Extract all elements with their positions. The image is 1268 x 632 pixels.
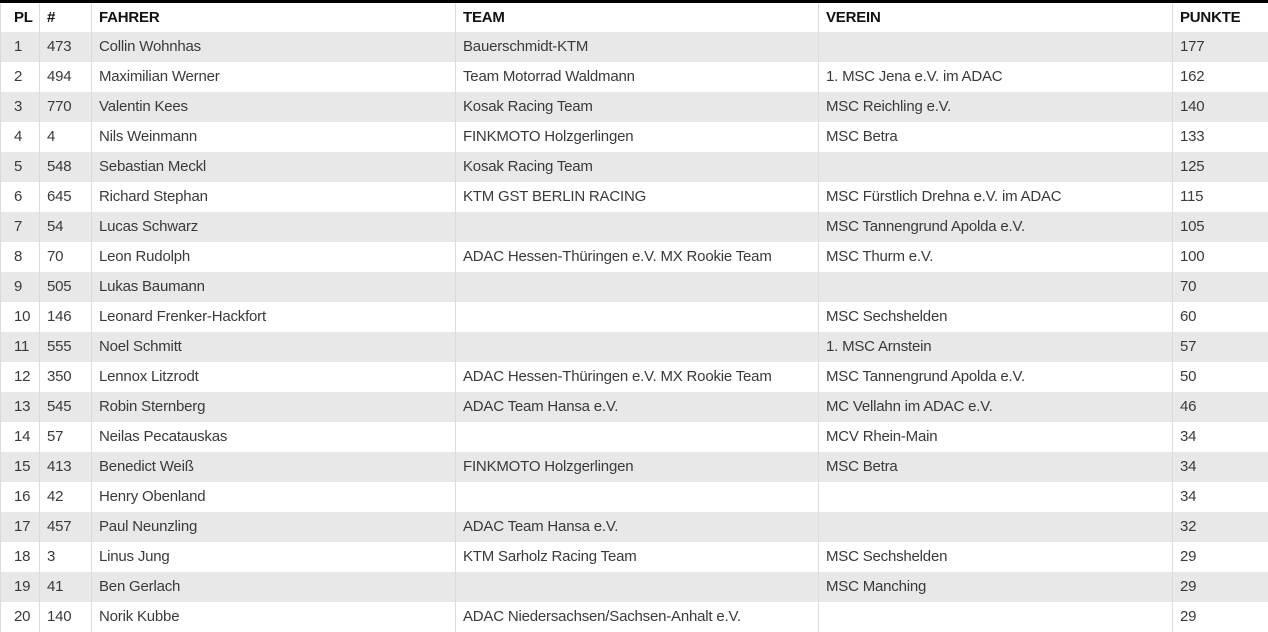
cell-team xyxy=(456,422,819,452)
cell-team: Kosak Racing Team xyxy=(456,152,819,182)
cell-verein: MSC Sechshelden xyxy=(819,542,1173,572)
cell-verein: MSC Thurm e.V. xyxy=(819,242,1173,272)
table-row xyxy=(1,572,1268,602)
cell-fahrer: Valentin Kees xyxy=(92,92,456,122)
cell-verein: 1. MSC Jena e.V. im ADAC xyxy=(819,62,1173,92)
table-row xyxy=(1,452,1268,482)
table-row xyxy=(1,392,1268,422)
cell-start-number: 473 xyxy=(40,32,92,62)
cell-fahrer: Ben Gerlach xyxy=(92,572,456,602)
cell-place: 3 xyxy=(1,92,40,122)
cell-verein: MSC Tannengrund Apolda e.V. xyxy=(819,362,1173,392)
cell-punkte: 57 xyxy=(1173,332,1268,362)
table-row xyxy=(1,32,1268,62)
cell-fahrer: Collin Wohnhas xyxy=(92,32,456,62)
cell-punkte: 70 xyxy=(1173,272,1268,302)
cell-start-number: 140 xyxy=(40,602,92,632)
cell-punkte: 140 xyxy=(1173,92,1268,122)
cell-fahrer: Lukas Baumann xyxy=(92,272,456,302)
cell-start-number: 548 xyxy=(40,152,92,182)
table-header xyxy=(1,2,1268,33)
cell-fahrer: Richard Stephan xyxy=(92,182,456,212)
cell-verein: MC Vellahn im ADAC e.V. xyxy=(819,392,1173,422)
cell-verein: MSC Tannengrund Apolda e.V. xyxy=(819,212,1173,242)
cell-start-number: 350 xyxy=(40,362,92,392)
cell-team: Team Motorrad Waldmann xyxy=(456,62,819,92)
column-header-punkte: PUNKTE xyxy=(1173,2,1268,33)
cell-team xyxy=(456,272,819,302)
cell-punkte: 60 xyxy=(1173,302,1268,332)
cell-start-number: 41 xyxy=(40,572,92,602)
cell-start-number: 545 xyxy=(40,392,92,422)
cell-place: 17 xyxy=(1,512,40,542)
cell-verein xyxy=(819,152,1173,182)
table-row xyxy=(1,542,1268,572)
cell-fahrer: Benedict Weiß xyxy=(92,452,456,482)
cell-place: 13 xyxy=(1,392,40,422)
cell-start-number: 494 xyxy=(40,62,92,92)
cell-team: ADAC Hessen-Thüringen e.V. MX Rookie Team xyxy=(456,362,819,392)
cell-team: Bauerschmidt-KTM xyxy=(456,32,819,62)
cell-verein: MSC Fürstlich Drehna e.V. im ADAC xyxy=(819,182,1173,212)
cell-verein: MCV Rhein-Main xyxy=(819,422,1173,452)
cell-fahrer: Leonard Frenker-Hackfort xyxy=(92,302,456,332)
cell-place: 5 xyxy=(1,152,40,182)
cell-verein xyxy=(819,272,1173,302)
cell-start-number: 54 xyxy=(40,212,92,242)
cell-team xyxy=(456,302,819,332)
column-header-number: # xyxy=(40,2,92,33)
cell-start-number: 57 xyxy=(40,422,92,452)
cell-place: 8 xyxy=(1,242,40,272)
cell-verein: MSC Betra xyxy=(819,452,1173,482)
cell-start-number: 413 xyxy=(40,452,92,482)
cell-punkte: 32 xyxy=(1173,512,1268,542)
cell-punkte: 133 xyxy=(1173,122,1268,152)
cell-fahrer: Robin Sternberg xyxy=(92,392,456,422)
cell-punkte: 162 xyxy=(1173,62,1268,92)
cell-team: KTM GST BERLIN RACING xyxy=(456,182,819,212)
cell-place: 12 xyxy=(1,362,40,392)
table-row xyxy=(1,362,1268,392)
cell-start-number: 42 xyxy=(40,482,92,512)
cell-place: 20 xyxy=(1,602,40,632)
cell-fahrer: Neilas Pecatauskas xyxy=(92,422,456,452)
cell-punkte: 34 xyxy=(1173,422,1268,452)
cell-fahrer: Maximilian Werner xyxy=(92,62,456,92)
cell-verein: MSC Sechshelden xyxy=(819,302,1173,332)
cell-place: 4 xyxy=(1,122,40,152)
cell-punkte: 46 xyxy=(1173,392,1268,422)
cell-team: FINKMOTO Holzgerlingen xyxy=(456,452,819,482)
cell-start-number: 555 xyxy=(40,332,92,362)
table-row xyxy=(1,242,1268,272)
cell-fahrer: Lennox Litzrodt xyxy=(92,362,456,392)
cell-team xyxy=(456,332,819,362)
header-row xyxy=(1,2,1268,33)
cell-team xyxy=(456,482,819,512)
cell-punkte: 115 xyxy=(1173,182,1268,212)
table-row xyxy=(1,482,1268,512)
cell-fahrer: Norik Kubbe xyxy=(92,602,456,632)
table-row xyxy=(1,182,1268,212)
table-row xyxy=(1,332,1268,362)
cell-start-number: 4 xyxy=(40,122,92,152)
table-row xyxy=(1,212,1268,242)
cell-place: 1 xyxy=(1,32,40,62)
cell-start-number: 770 xyxy=(40,92,92,122)
cell-verein: MSC Manching xyxy=(819,572,1173,602)
cell-place: 10 xyxy=(1,302,40,332)
cell-punkte: 105 xyxy=(1173,212,1268,242)
cell-team: KTM Sarholz Racing Team xyxy=(456,542,819,572)
cell-verein xyxy=(819,512,1173,542)
cell-team: ADAC Hessen-Thüringen e.V. MX Rookie Team xyxy=(456,242,819,272)
cell-start-number: 505 xyxy=(40,272,92,302)
cell-team: ADAC Niedersachsen/Sachsen-Anhalt e.V. xyxy=(456,602,819,632)
cell-fahrer: Noel Schmitt xyxy=(92,332,456,362)
cell-place: 19 xyxy=(1,572,40,602)
cell-start-number: 70 xyxy=(40,242,92,272)
table-row xyxy=(1,62,1268,92)
cell-place: 7 xyxy=(1,212,40,242)
cell-verein xyxy=(819,602,1173,632)
cell-punkte: 29 xyxy=(1173,542,1268,572)
cell-place: 2 xyxy=(1,62,40,92)
cell-team: Kosak Racing Team xyxy=(456,92,819,122)
cell-verein: MSC Betra xyxy=(819,122,1173,152)
cell-place: 6 xyxy=(1,182,40,212)
cell-start-number: 146 xyxy=(40,302,92,332)
table-row xyxy=(1,602,1268,632)
cell-punkte: 125 xyxy=(1173,152,1268,182)
cell-fahrer: Linus Jung xyxy=(92,542,456,572)
cell-punkte: 34 xyxy=(1173,482,1268,512)
cell-team: FINKMOTO Holzgerlingen xyxy=(456,122,819,152)
table-row xyxy=(1,92,1268,122)
table-row xyxy=(1,152,1268,182)
column-header-pl: PL xyxy=(1,2,40,33)
cell-punkte: 177 xyxy=(1173,32,1268,62)
column-header-fahrer: FAHRER xyxy=(92,2,456,33)
cell-verein xyxy=(819,482,1173,512)
cell-fahrer: Henry Obenland xyxy=(92,482,456,512)
cell-start-number: 645 xyxy=(40,182,92,212)
cell-fahrer: Nils Weinmann xyxy=(92,122,456,152)
cell-place: 15 xyxy=(1,452,40,482)
table-row xyxy=(1,302,1268,332)
cell-start-number: 457 xyxy=(40,512,92,542)
column-header-team: TEAM xyxy=(456,2,819,33)
cell-place: 11 xyxy=(1,332,40,362)
cell-start-number: 3 xyxy=(40,542,92,572)
cell-punkte: 100 xyxy=(1173,242,1268,272)
table-row xyxy=(1,422,1268,452)
column-header-verein: VEREIN xyxy=(819,2,1173,33)
cell-verein: 1. MSC Arnstein xyxy=(819,332,1173,362)
cell-punkte: 50 xyxy=(1173,362,1268,392)
cell-fahrer: Leon Rudolph xyxy=(92,242,456,272)
cell-fahrer: Paul Neunzling xyxy=(92,512,456,542)
cell-team: ADAC Team Hansa e.V. xyxy=(456,392,819,422)
cell-place: 9 xyxy=(1,272,40,302)
cell-team: ADAC Team Hansa e.V. xyxy=(456,512,819,542)
cell-team xyxy=(456,572,819,602)
cell-fahrer: Lucas Schwarz xyxy=(92,212,456,242)
cell-place: 18 xyxy=(1,542,40,572)
table-body xyxy=(1,32,1268,632)
cell-place: 16 xyxy=(1,482,40,512)
cell-place: 14 xyxy=(1,422,40,452)
cell-punkte: 29 xyxy=(1173,602,1268,632)
cell-verein xyxy=(819,32,1173,62)
cell-punkte: 29 xyxy=(1173,572,1268,602)
cell-punkte: 34 xyxy=(1173,452,1268,482)
cell-verein: MSC Reichling e.V. xyxy=(819,92,1173,122)
table-row xyxy=(1,272,1268,302)
cell-fahrer: Sebastian Meckl xyxy=(92,152,456,182)
table-row xyxy=(1,512,1268,542)
cell-team xyxy=(456,212,819,242)
table-row xyxy=(1,122,1268,152)
